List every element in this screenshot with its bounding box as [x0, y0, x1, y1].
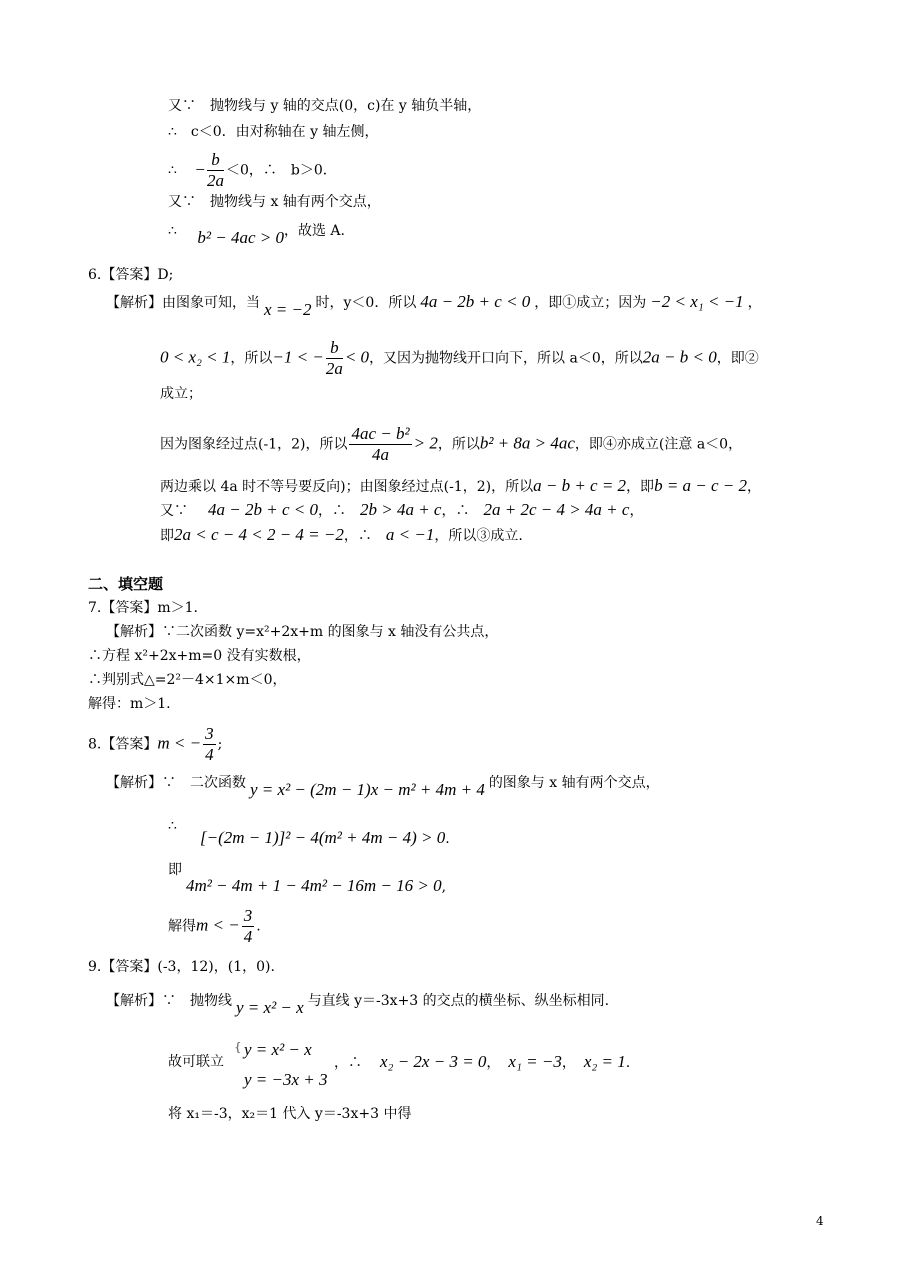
page-number: 4	[816, 1214, 824, 1228]
q6-line-5: 两边乘以 4a 时不等号要反向)；由图象经过点(-1，2)，所以a − b + c = 2，即b = a − c − 2，	[160, 476, 762, 495]
p5-line-5: ∴ b² − 4ac > 0，故选 A.	[168, 223, 345, 247]
fraction-b-over-2a: $\frac{b}{2a}$	[325, 338, 343, 378]
q8-line-4: 4m² − 4m + 1 − 4m² − 16m − 16 > 0,	[186, 876, 447, 895]
q8-line-2-formula: [−(2m − 1)]² − 4(m² + 4m − 4) > 0.	[200, 828, 450, 847]
q7-line-1: 【解析】∵二次函数 y=x²+2x+m 的图象与 x 轴没有公共点，	[106, 624, 499, 640]
fraction-3-over-4: $\frac{3}{4}$	[205, 724, 214, 764]
q8-answer: 8.【答案】m < − $\frac{3}{4}$ ;	[88, 724, 223, 764]
p5-line-1: 又∵ 抛物线与 y 轴的交点(0，c)在 y 轴负半轴，	[168, 98, 482, 114]
q8-line-5: 解得m < − $\frac{3}{4}$ .	[168, 906, 261, 946]
q9-line-2-rest: ，∴ x₂ − 2x − 3 = 0， x₁ = −3， x₂ = 1.	[334, 1052, 631, 1071]
q9-line-2-label: 故可联立	[168, 1054, 224, 1070]
q7-answer: 7.【答案】m＞1.	[88, 600, 198, 616]
q9-system-eq-2: y = −3x + 3	[244, 1070, 328, 1089]
p5-line-3: ∴ − $\frac{b}{2a}$ ＜0，∴ b＞0．	[168, 150, 337, 190]
q6-line-2: 0 < x₂ < 1，所以−1 < − $\frac{b}{2a}$ < 0，又因为抛物线开口向下，所以 a＜0，所以2a − b < 0，即②	[160, 338, 759, 378]
q8-line-3: 即	[168, 862, 182, 878]
p5-line-4: 又∵ 抛物线与 x 轴有两个交点，	[168, 194, 381, 210]
q7-line-4: 解得：m＞1.	[88, 696, 171, 712]
fraction-b-over-2a: $\frac{b}{2a}$	[206, 150, 224, 190]
q9-line-3: 将 x₁＝-3，x₂＝1 代入 y＝-3x+3 中得	[168, 1106, 412, 1122]
q7-line-2: ∴方程 x²+2x+m=0 没有实数根，	[88, 648, 311, 664]
q9-answer: 9.【答案】(-3，12)，(1，0).	[88, 959, 275, 975]
therefore-symbol: ∴	[168, 162, 177, 179]
fraction-discriminant-over-4a: $\frac{\text{4ac − b²}}{4a}$	[351, 424, 410, 464]
p5-line-2: ∴ c＜0．由对称轴在 y 轴左侧，	[168, 124, 379, 140]
q7-line-3: ∴判别式△=2²－4×1×m＜0，	[88, 672, 287, 688]
formula-discriminant: b² − 4ac > 0	[197, 228, 284, 247]
q8-line-1: 【解析】∵ 二次函数 y = x² − (2m − 1)x − m² + 4m + 4 的图象与 x 轴有两个交点，	[106, 775, 660, 799]
fraction-3-over-4: $\frac{3}{4}$	[243, 906, 253, 946]
q6-line-3: 成立；	[160, 386, 202, 402]
q6-line-1: 【解析】由图象可知，当 x = −2 时，y＜0．所以 4a − 2b + c < 0 ，即①成立；因为 −2 < x₁ < −1 ，	[106, 292, 762, 319]
q6-line-7: 即2a < c − 4 < 2 − 4 = −2，∴ a < −1，所以③成立.	[160, 525, 523, 544]
q9-line-1: 【解析】∵ 抛物线 y = x² − x 与直线 y＝-3x+3 的交点的横坐标、纵坐标相同.	[106, 993, 610, 1017]
q9-system-eq-1: y = x² − x	[244, 1040, 312, 1059]
q6-line-6: 又∵ 4a − 2b + c < 0，∴ 2b > 4a + c，∴ 2a + 2c − 4 > 4a + c，	[160, 500, 644, 519]
q6-answer: 6.【答案】D;	[88, 267, 174, 283]
q8-line-2: ∴	[168, 818, 177, 834]
section-heading: 二、填空题	[88, 575, 164, 593]
q6-line-4: 因为图象经过点(-1，2)，所以 $\frac{\text{4ac − b²}}{4a}$ > 2，所以b² + 8a > 4ac，即④亦成立(注意 a＜0，	[160, 424, 743, 464]
system-brace-icon: {	[234, 1040, 242, 1054]
